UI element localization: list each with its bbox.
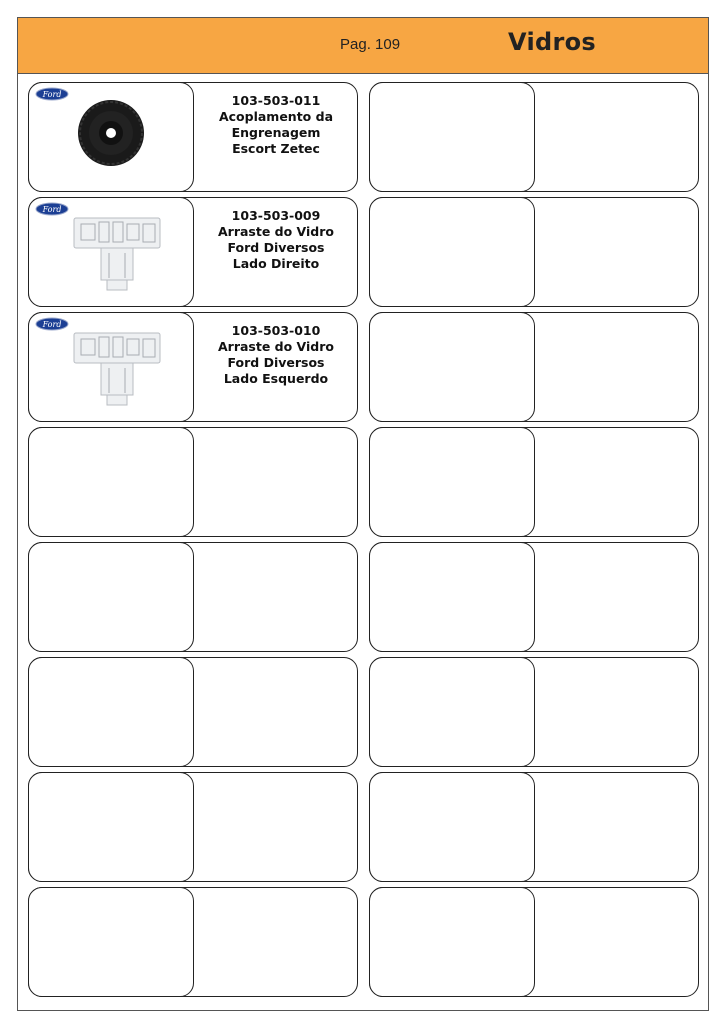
coupling-disc-image — [29, 83, 195, 193]
empty-image-cell — [28, 772, 194, 882]
regulator-clip-image — [29, 313, 195, 423]
empty-image-cell — [369, 772, 535, 882]
empty-image-cell — [369, 427, 535, 537]
product-line: Arraste do Vidro — [217, 224, 334, 239]
empty-card — [369, 427, 699, 537]
product-line: Lado Direito — [232, 256, 320, 271]
product-code: 103-503-009 — [231, 208, 321, 223]
product-image-cell — [28, 197, 194, 307]
product-image-cell — [28, 82, 194, 192]
page-number: Pag. 109 — [340, 36, 401, 53]
empty-image-cell — [28, 887, 194, 997]
product-image-cell — [28, 312, 194, 422]
product-description — [197, 323, 355, 387]
empty-card — [369, 312, 699, 422]
product-card-2[interactable] — [28, 197, 358, 307]
product-line: Ford Diversos — [227, 355, 325, 370]
product-line: Acoplamento da — [218, 109, 334, 124]
empty-card — [369, 657, 699, 767]
empty-image-cell — [369, 197, 535, 307]
product-description — [197, 93, 355, 157]
section-title: Vidros — [508, 28, 596, 56]
empty-image-cell — [369, 82, 535, 192]
empty-card — [28, 542, 358, 652]
product-description — [197, 208, 355, 272]
regulator-clip-image — [29, 198, 195, 308]
empty-card — [369, 542, 699, 652]
product-code: 103-503-011 — [231, 93, 321, 108]
svg-text:Ford: Ford — [42, 319, 61, 329]
empty-card — [369, 82, 699, 192]
product-card-3[interactable] — [28, 312, 358, 422]
svg-text:Ford: Ford — [42, 89, 61, 99]
empty-image-cell — [369, 657, 535, 767]
empty-image-cell — [369, 887, 535, 997]
product-card-1[interactable] — [28, 82, 358, 192]
empty-card — [28, 887, 358, 997]
product-line: Engrenagem — [231, 125, 321, 140]
empty-card — [369, 772, 699, 882]
empty-image-cell — [28, 542, 194, 652]
product-line: Lado Esquerdo — [223, 371, 329, 386]
empty-image-cell — [369, 312, 535, 422]
empty-card — [369, 197, 699, 307]
empty-card — [369, 887, 699, 997]
svg-text:Ford: Ford — [42, 204, 61, 214]
product-line: Escort Zetec — [232, 141, 320, 156]
empty-card — [28, 657, 358, 767]
empty-image-cell — [369, 542, 535, 652]
product-line: Ford Diversos — [227, 240, 325, 255]
empty-image-cell — [28, 427, 194, 537]
empty-card — [28, 772, 358, 882]
product-line: Arraste do Vidro — [217, 339, 334, 354]
empty-card — [28, 427, 358, 537]
empty-image-cell — [28, 657, 194, 767]
product-code: 103-503-010 — [231, 323, 321, 338]
